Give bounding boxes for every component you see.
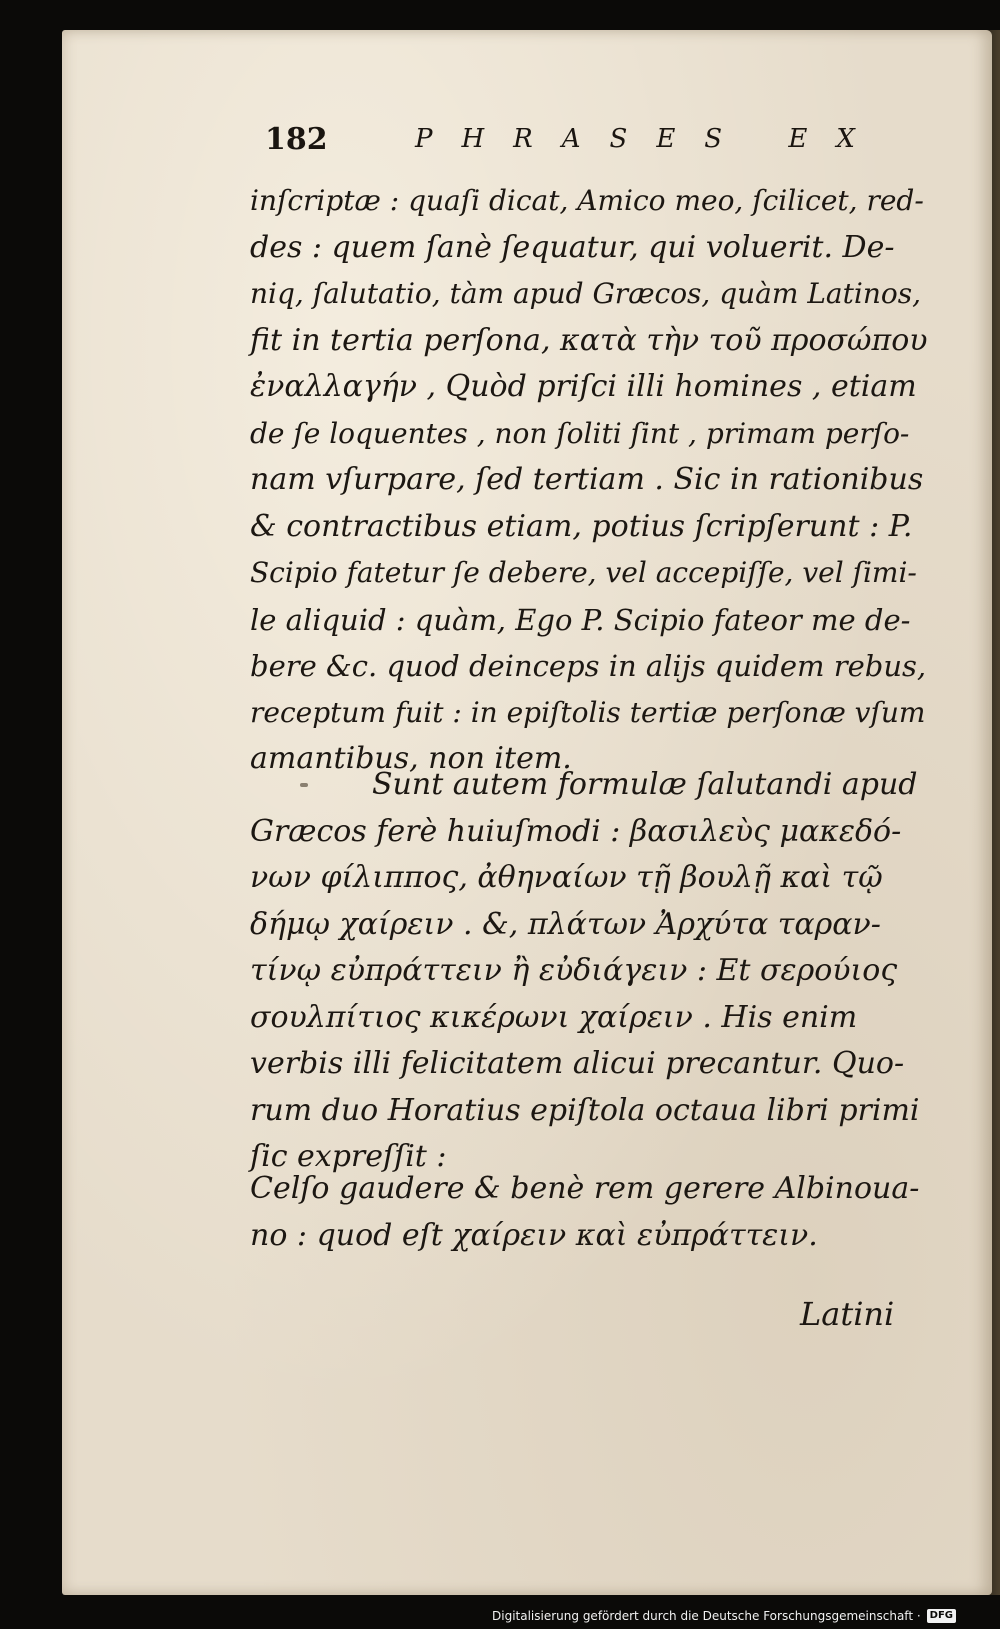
text-line: Sunt autem formulæ ſalutandi apud: [372, 767, 918, 802]
verse-quotation: [250, 1166, 930, 1259]
text-line: verbis illi felicitatem alicui precantur. Quo-: [250, 1046, 905, 1081]
text-line: amantibus, non item.: [250, 741, 572, 776]
text-line: Græcos ferè huiuſmodi : βασιλεὺς μακεδό-: [250, 813, 902, 849]
dfg-logo-icon: DFG: [927, 1609, 956, 1623]
text-line: bere &c. quod deinceps in alijs quidem rebus,: [250, 649, 927, 683]
text-line: des : quem ſanè ſequatur, qui voluerit. De-: [250, 229, 895, 265]
page-number: 182: [265, 122, 328, 157]
text-line: receptum fuit : in epiſtolis tertiæ perſonæ vſum: [250, 695, 926, 729]
text-line: σουλπίτιος κικέρωνι χαίρειν . His enim: [250, 999, 858, 1035]
text-line: nam vſurpare, ſed tertiam . Sic in rationibus: [250, 462, 924, 497]
paragraph-1: [250, 178, 930, 783]
text-line: no : quod eſt χαίρειν καὶ εὐπράττειν.: [250, 1217, 818, 1253]
text-line: niq, ſalutatio, tàm apud Græcos, quàm Latinos,: [250, 277, 921, 310]
text-line: νων φίλιππος, ἀθηναίων τῇ βουλῇ καὶ τῷ: [250, 860, 883, 895]
text-line: ἐναλλαγήν , Quòd priſci illi homines , etiam: [250, 369, 917, 404]
text-line: le aliquid : quàm, Ego P. Scipio fateor me de-: [250, 602, 911, 637]
text-line: δήμῳ χαίρειν . &, πλάτων Ἀρχύτα ταραν-: [250, 906, 881, 942]
text-line: fit in tertia perſona, κατὰ τὴν τοῦ προσώπου: [250, 322, 928, 358]
text-line: inſcriptæ : quaſi dicat, Amico meo, ſcilicet, red-: [250, 184, 924, 217]
paragraph-2: [250, 762, 930, 1181]
running-title: PHRASES EX: [415, 124, 884, 154]
text-line: Scipio fatetur ſe debere, vel accepiſſe, vel ſimi-: [250, 556, 917, 589]
catchword: Latini: [800, 1295, 895, 1333]
text-line: ſic expreſſit :: [250, 1139, 447, 1174]
text-line: rum duo Horatius epiſtola octaua libri primi: [250, 1092, 920, 1128]
text-line: Celſo gaudere & benè rem gerere Albinoua-: [250, 1171, 920, 1206]
text-line: τίνῳ εὐπράττειν ἢ εὐδιάγειν : Et σερούιος: [250, 953, 898, 988]
page-header: [265, 122, 884, 162]
text-line: & contractibus etiam, potius ſcripſerunt : P.: [250, 508, 913, 544]
digitization-footer: [492, 1607, 956, 1625]
footer-credit: Digitalisierung gefördert durch die Deutsche Forschungsgemeinschaft ·: [492, 1609, 921, 1623]
text-line: de ſe loquentes , non ſoliti ſint , primam perſo-: [250, 416, 910, 450]
